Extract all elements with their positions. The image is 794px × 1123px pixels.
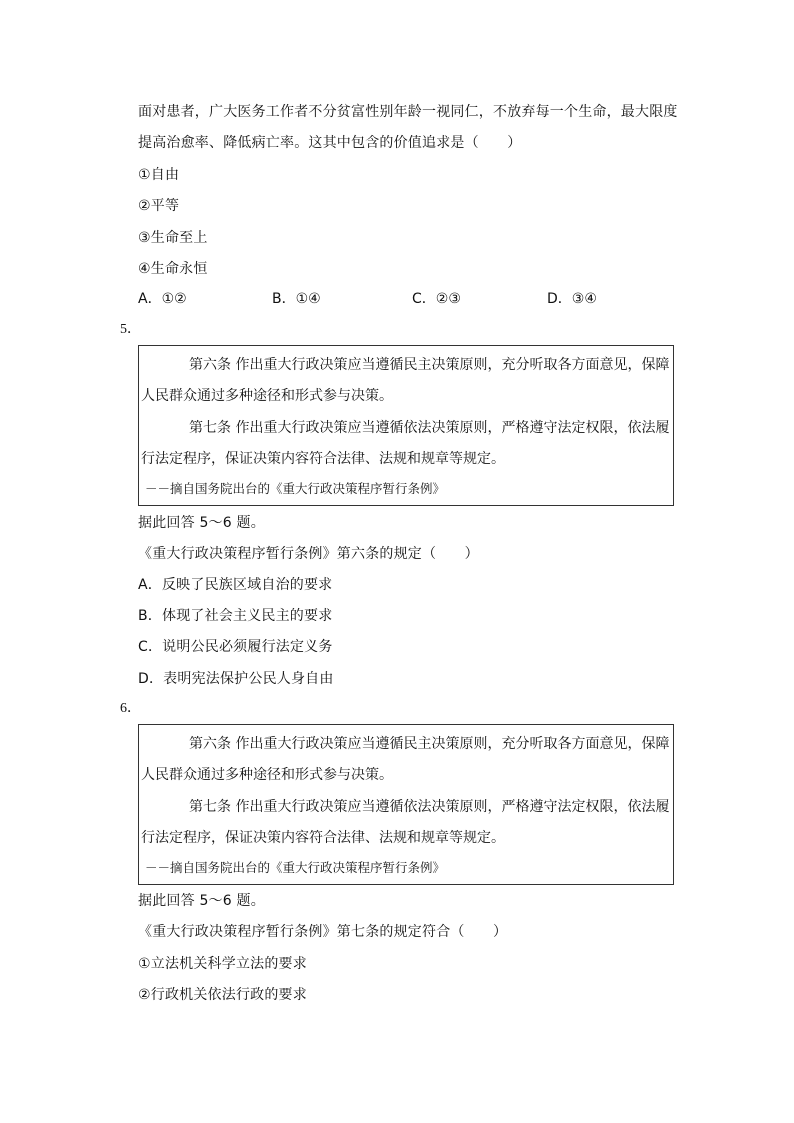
q6-article7-line2: 行法定程序，保证决策内容符合法律、法规和规章等规定。 [141,830,505,846]
q5-material-box [138,345,674,506]
q5-article7-line2: 行法定程序，保证决策内容符合法律、法规和规章等规定。 [141,451,505,467]
q6-source: －－摘自国务院出台的《重大行政决策程序暂行条例》 [145,860,446,875]
q5-article6-line2: 人民群众通过多种途径和形式参与决策。 [141,388,393,404]
q5-option-d[interactable]: D．表明宪法保护公民人身自由 [138,671,334,687]
q6-material-box [138,724,674,885]
q5-source: －－摘自国务院出台的《重大行政决策程序暂行条例》 [145,481,446,496]
q6-article6-line2: 人民群众通过多种途径和形式参与决策。 [141,767,393,783]
q5-option-c[interactable]: C．说明公民必须履行法定义务 [138,639,333,655]
q5-number: 5． [120,322,141,337]
q4-item-1: ①自由 [138,167,180,183]
q5-article7-line1: 第七条 作出重大行政决策应当遵循依法决策原则，严格遵守法定权限，依法履 [189,420,670,436]
q6-stem: 《重大行政决策程序暂行条例》第七条的规定符合（ ） [138,924,508,940]
q4-option-a[interactable]: A．①② [138,291,187,307]
q4-item-4: ④生命永恒 [138,261,208,277]
q4-option-d[interactable]: D．③④ [547,291,597,307]
q4-item-2: ②平等 [138,198,180,214]
q5-stem: 《重大行政决策程序暂行条例》第六条的规定（ ） [138,546,479,562]
q5-option-b[interactable]: B．体现了社会主义民主的要求 [138,608,333,624]
q6-number: 6． [120,701,141,716]
q4-stem-line1: 面对患者，广大医务工作者不分贫富性别年龄一视同仁，不放弃每一个生命，最大限度 [138,104,678,120]
q5-article6-line1: 第六条 作出重大行政决策应当遵循民主决策原则，充分听取各方面意见，保障 [189,357,670,373]
q4-option-b[interactable]: B．①④ [272,291,321,307]
q4-options [138,289,658,309]
q6-item-2: ②行政机关依法行政的要求 [138,987,307,1003]
q5-lead: 据此回答 5～6 题。 [138,515,265,531]
q6-article7-line1: 第七条 作出重大行政决策应当遵循依法决策原则，严格遵守法定权限，依法履 [189,799,670,815]
q6-item-1: ①立法机关科学立法的要求 [138,956,307,972]
q6-lead: 据此回答 5～6 题。 [138,893,265,909]
q5-option-a[interactable]: A．反映了民族区域自治的要求 [138,577,333,593]
q6-article6-line1: 第六条 作出重大行政决策应当遵循民主决策原则，充分听取各方面意见，保障 [189,736,670,752]
q4-option-c[interactable]: C．②③ [412,291,461,307]
q4-item-3: ③生命至上 [138,230,208,246]
q4-stem-line2: 提高治愈率、降低病亡率。这其中包含的价值追求是（ ） [138,135,522,151]
